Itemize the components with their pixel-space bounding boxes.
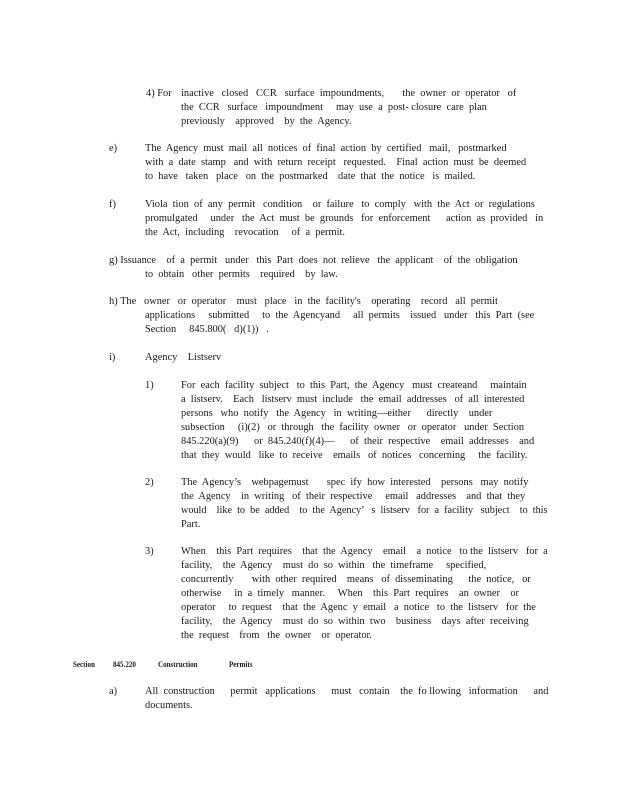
section-number: 845.220 bbox=[113, 659, 136, 669]
sub-1-line-2: a listserv. Each listserv must include the email addresses of all interested bbox=[181, 394, 525, 405]
sub-3-line-5: operator to request that the Agenc y email a notice to the listserv for the bbox=[181, 602, 536, 613]
item-f-line-3: the Act, including revocation of a permit. bbox=[145, 227, 345, 238]
sub-3-line-6: facility, the Agency must do so within two business days after receiving bbox=[181, 616, 529, 627]
item-e-label: e) bbox=[109, 143, 118, 154]
item-a-line-2: documents. bbox=[145, 700, 193, 711]
item-4-line-3: previously approved by the Agency. bbox=[181, 116, 352, 127]
item-h-line-3: Section 845.800( d)(1)) . bbox=[145, 324, 269, 335]
item-f-label: f) bbox=[109, 199, 116, 210]
sub-1-line-1: For each facility subject to this Part, the Agency must createand maintain bbox=[181, 380, 527, 391]
sub-1-line-4: subsection (i)(2) or through the facility owner or operator under Section bbox=[181, 422, 525, 433]
sub-3-line-2: facility, the Agency must do so within the timeframe specified, bbox=[181, 560, 487, 571]
sub-3-line-1: When this Part requires that the Agency email a notice to the listserv for a bbox=[181, 546, 548, 557]
sub-1-label: 1) bbox=[145, 380, 154, 391]
item-i-heading: Agency Listserv bbox=[145, 352, 222, 363]
sub-3-line-3: concurrently with other required means of disseminating the notice, or bbox=[181, 574, 531, 585]
item-i-label: i) bbox=[109, 352, 116, 363]
item-f-line-1: Viola tion of any permit condition or failure to comply with the Act or regulations bbox=[145, 199, 535, 210]
sub-3-label: 3) bbox=[145, 546, 154, 557]
sub-3-line-7: the request from the owner or operator. bbox=[181, 630, 373, 641]
section-title-permits: Permits bbox=[229, 659, 253, 669]
item-a-label: a) bbox=[109, 686, 118, 697]
item-h-line-1: h) The owner or operator must place in the facility's operating record all permit bbox=[109, 296, 498, 307]
sub-2-label: 2) bbox=[145, 477, 154, 488]
item-e-line-2: with a date stamp and with return receipt requested. Final action must be deemed bbox=[145, 157, 527, 168]
item-f-line-2: promulgated under the Act must be grounds for enforcement action as provided in bbox=[145, 213, 544, 224]
item-h-line-2: applications submitted to the Agencyand all permits issued under this Part (see bbox=[145, 310, 535, 321]
sub-1-line-6: that they would like to receive emails of notices concerning the facility. bbox=[181, 450, 528, 461]
item-g-line-1: g) Issuance of a permit under this Part does not relieve the applicant of the obligation bbox=[109, 255, 518, 266]
item-4-line-1: inactive closed CCR surface impoundments, the owner or operator of bbox=[181, 88, 517, 99]
item-4-label: 4) For bbox=[146, 88, 172, 99]
item-4-line-2: the CCR surface impoundment may use a post- closure care plan bbox=[181, 102, 487, 113]
item-g-line-2: to obtain other permits required by law. bbox=[145, 269, 338, 280]
sub-1-line-5: 845.220(a)(9) or 845.240(f)(4)— of their respective email addresses and bbox=[181, 436, 535, 447]
section-word: Section bbox=[73, 659, 95, 669]
item-a-line-1: All construction permit applications must contain the fo llowing information and bbox=[145, 686, 549, 697]
item-e-line-1: The Agency must mail all notices of final action by certified mail, postmarked bbox=[145, 143, 507, 154]
item-e-line-3: to have taken place on the postmarked date that the notice is mailed. bbox=[145, 171, 476, 182]
sub-2-line-3: would like to be added to the Agency’ s listserv for a facility subject to this bbox=[181, 505, 548, 516]
section-title-construction: Construction bbox=[158, 659, 198, 669]
sub-2-line-4: Part. bbox=[181, 519, 201, 530]
sub-3-line-4: otherwise in a timely manner. When this Part requires an owner or bbox=[181, 588, 520, 599]
sub-1-line-3: persons who notify the Agency in writing—either directly under bbox=[181, 408, 493, 419]
sub-2-line-1: The Agency’s webpagemust spec ify how interested persons may notify bbox=[181, 477, 529, 488]
sub-2-line-2: the Agency in writing of their respective email addresses and that they bbox=[181, 491, 526, 502]
